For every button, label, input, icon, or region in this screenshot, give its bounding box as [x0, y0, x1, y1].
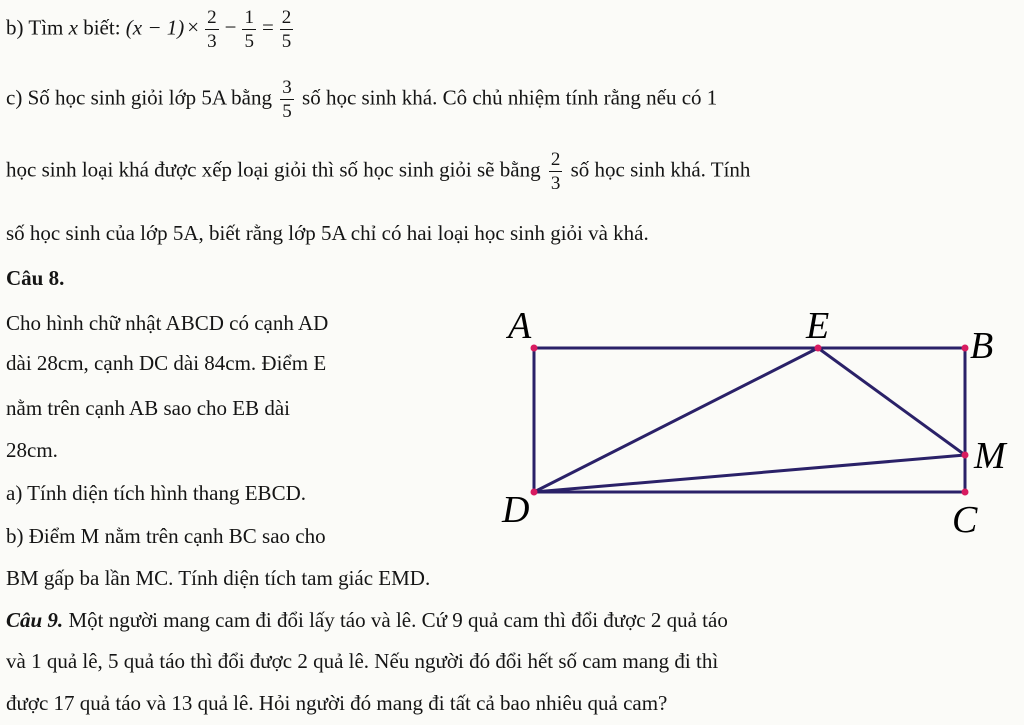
part-c-text: số học sinh khá. Cô chủ nhiệm tính rằng nếu có 1: [302, 85, 718, 110]
fraction-denominator: 5: [282, 101, 292, 122]
part-b-line: [6, 8, 296, 51]
label-b: B: [970, 325, 994, 367]
cau9-line-2: và 1 quả lê, 5 quả táo thì đổi được 2 quả lê. Nếu người đó đổi hết số cam mang đi thì: [6, 649, 719, 673]
fraction-2-3: [549, 150, 563, 193]
cau8-heading: Câu 8.: [6, 266, 65, 290]
part-b-var: x: [68, 15, 78, 40]
label-c: C: [952, 499, 978, 541]
fraction-2-5: [280, 8, 294, 51]
fraction-numerator: 2: [207, 7, 217, 28]
cau8-line: BM gấp ba lần MC. Tính diện tích tam giác EMD.: [6, 566, 431, 590]
fraction-denominator: 3: [207, 31, 217, 52]
fraction-numerator: 2: [550, 149, 561, 170]
fraction-numerator: 1: [244, 7, 254, 28]
cau8-line: dài 28cm, cạnh DC dài 84cm. Điểm E: [6, 351, 327, 375]
point-b: [962, 345, 969, 352]
label-a: A: [508, 305, 532, 347]
rectangle-abcd: [534, 348, 965, 492]
cau8-line: nằm trên cạnh AB sao cho EB dài: [6, 396, 291, 420]
fraction-numerator: 3: [282, 77, 292, 98]
cau9-heading: Câu 9.: [6, 608, 64, 632]
label-m: M: [974, 435, 1006, 477]
part-c-text: số học sinh khá. Tính: [570, 157, 751, 182]
minus-sign: −: [224, 15, 237, 40]
fraction-denominator: 5: [244, 31, 254, 52]
fraction-denominator: 3: [550, 173, 561, 194]
fraction-3-5: [280, 78, 294, 121]
part-b-label: b) Tìm: [6, 15, 64, 40]
cau9-text: Một người mang cam đi đổi lấy táo và lê. Cứ 9 quả cam thì đổi được 2 quả táo: [68, 608, 728, 632]
point-d: [531, 489, 538, 496]
equals-sign: =: [261, 15, 274, 40]
cau9-line-1: [6, 607, 728, 633]
cau9-line-3: được 17 quả táo và 13 quả lê. Hỏi người đó mang đi tất cả bao nhiêu quả cam?: [6, 691, 668, 715]
fraction-1-5: [242, 8, 256, 51]
label-d: D: [502, 489, 530, 531]
part-c-line-3: số học sinh của lớp 5A, biết rằng lớp 5A chỉ có hai loại học sinh giỏi và khá.: [6, 221, 649, 245]
rectangle-figure: [490, 300, 1024, 550]
part-c-line-2: [6, 150, 750, 193]
fraction-numerator: 2: [281, 7, 292, 28]
fraction-denominator: 5: [281, 31, 292, 52]
part-b-expr: (x − 1): [125, 15, 185, 40]
part-c-text: c) Số học sinh giỏi lớp 5A bằng: [6, 85, 273, 110]
label-e: E: [806, 305, 830, 347]
fraction-2-3: [205, 8, 219, 51]
cau8-line: b) Điểm M nằm trên cạnh BC sao cho: [6, 524, 326, 548]
segment-em: [818, 348, 965, 455]
part-c-line-1: [6, 78, 717, 121]
point-c: [962, 489, 969, 496]
point-m: [962, 452, 969, 459]
part-b-word: biết:: [83, 15, 121, 40]
times-sign: ×: [187, 15, 200, 40]
part-c-text: học sinh loại khá được xếp loại giỏi thì số học sinh giỏi sẽ bằng: [6, 157, 541, 182]
cau8-line: 28cm.: [6, 438, 58, 462]
cau8-line: Cho hình chữ nhật ABCD có cạnh AD: [6, 311, 329, 335]
point-a: [531, 345, 538, 352]
cau8-line: a) Tính diện tích hình thang EBCD.: [6, 481, 306, 505]
